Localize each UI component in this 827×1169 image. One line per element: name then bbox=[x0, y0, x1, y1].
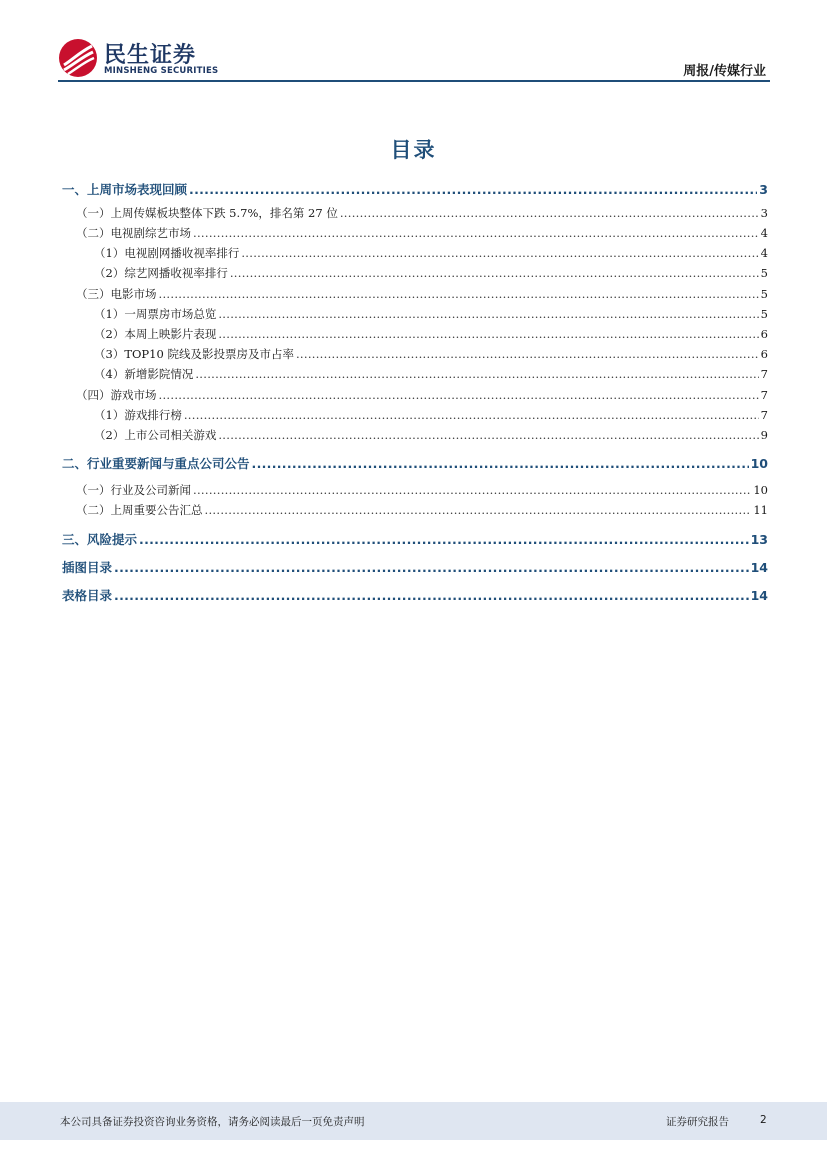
toc-leader-dots bbox=[218, 307, 758, 321]
toc-entry-label: （2）上市公司相关游戏 bbox=[94, 428, 217, 442]
toc-leader-dots bbox=[218, 428, 758, 442]
toc-entry[interactable] bbox=[62, 530, 768, 548]
toc-leader-dots bbox=[296, 347, 759, 361]
toc-entry-page: 5 bbox=[760, 287, 768, 301]
toc-leader-dots bbox=[189, 182, 757, 197]
toc-entry-label: （4）新增影院情况 bbox=[94, 367, 194, 381]
logo-text-en: MINSHENG SECURITIES bbox=[104, 66, 219, 76]
toc-entry-label: （2）本周上映影片表现 bbox=[94, 327, 217, 341]
toc-entry[interactable] bbox=[62, 558, 768, 576]
toc-leader-dots bbox=[114, 560, 749, 575]
toc-entry[interactable] bbox=[62, 306, 768, 322]
toc-entry-page: 4 bbox=[760, 246, 768, 260]
minsheng-logo-icon bbox=[58, 38, 98, 78]
footer-disclaimer: 本公司具备证券投资咨询业务资格，请务必阅读最后一页免责声明 bbox=[60, 1116, 365, 1128]
toc-entry-page: 11 bbox=[753, 503, 768, 517]
toc-entry[interactable] bbox=[62, 225, 768, 241]
toc-entry-page: 5 bbox=[760, 307, 768, 321]
toc-entry-page: 10 bbox=[750, 456, 768, 471]
toc-entry-label: 一、上周市场表现回顾 bbox=[62, 182, 188, 197]
toc-entry[interactable] bbox=[62, 286, 768, 302]
toc-entry-page: 5 bbox=[760, 266, 768, 280]
toc-entry-label: 二、行业重要新闻与重点公司公告 bbox=[62, 456, 250, 471]
toc-entry[interactable] bbox=[62, 366, 768, 382]
toc-entry[interactable] bbox=[62, 265, 768, 281]
toc-leader-dots bbox=[114, 588, 749, 603]
toc-entry-label: （3）TOP10 院线及影投票房及市占率 bbox=[94, 347, 294, 361]
toc-entry-page: 14 bbox=[750, 588, 768, 603]
toc-entry-page: 7 bbox=[760, 408, 768, 422]
toc-entry-page: 7 bbox=[760, 367, 768, 381]
toc-entry[interactable] bbox=[62, 586, 768, 604]
toc-entry[interactable] bbox=[62, 245, 768, 261]
page-header bbox=[58, 36, 770, 82]
toc-entry-label: 表格目录 bbox=[62, 588, 113, 603]
toc-entry[interactable] bbox=[62, 346, 768, 362]
toc-leader-dots bbox=[159, 388, 759, 402]
toc-entry-label: （1）电视剧网播收视率排行 bbox=[94, 246, 240, 260]
toc-entry[interactable] bbox=[62, 180, 768, 198]
toc-leader-dots bbox=[230, 266, 759, 280]
toc-entry-page: 4 bbox=[760, 226, 768, 240]
report-type-label: 周报/传媒行业 bbox=[683, 64, 766, 79]
toc-leader-dots bbox=[252, 456, 749, 471]
toc-entry[interactable] bbox=[62, 326, 768, 342]
toc-leader-dots bbox=[241, 246, 758, 260]
toc-leader-dots bbox=[139, 532, 749, 547]
toc-entry-page: 9 bbox=[760, 428, 768, 442]
toc-leader-dots bbox=[193, 226, 759, 240]
toc-entry[interactable] bbox=[62, 454, 768, 472]
toc-leader-dots bbox=[205, 503, 752, 517]
toc-entry-page: 6 bbox=[760, 327, 768, 341]
toc-entry-page: 7 bbox=[760, 388, 768, 402]
toc-entry-label: （三）电影市场 bbox=[76, 287, 157, 301]
toc-entry[interactable] bbox=[62, 407, 768, 423]
toc-leader-dots bbox=[340, 206, 759, 220]
toc-leader-dots bbox=[195, 367, 758, 381]
toc-entry-page: 10 bbox=[753, 483, 768, 497]
toc-title: 目录 bbox=[390, 138, 437, 162]
toc-leader-dots bbox=[159, 287, 759, 301]
toc-entry-label: 插图目录 bbox=[62, 560, 113, 575]
footer-doc-type: 证券研究报告 bbox=[666, 1116, 729, 1128]
toc-entry-label: （四）游戏市场 bbox=[76, 388, 157, 402]
toc-leader-dots bbox=[184, 408, 759, 422]
toc-entry[interactable] bbox=[62, 502, 768, 518]
page-footer bbox=[0, 1102, 827, 1140]
minsheng-logo bbox=[58, 36, 258, 80]
toc-leader-dots bbox=[193, 483, 751, 497]
toc-entry-label: 三、风险提示 bbox=[62, 532, 138, 547]
toc-entry[interactable] bbox=[62, 205, 768, 221]
toc-entry-label: （二）电视剧综艺市场 bbox=[76, 226, 191, 240]
logo-text-cn: 民生证券 bbox=[104, 43, 197, 68]
toc-entry-label: （一）行业及公司新闻 bbox=[76, 483, 191, 497]
toc-entry[interactable] bbox=[62, 427, 768, 443]
toc-entry-label: （1）游戏排行榜 bbox=[94, 408, 182, 422]
toc-entry-label: （一）上周传媒板块整体下跌 5.7%，排名第 27 位 bbox=[76, 206, 338, 220]
toc-entry-page: 6 bbox=[760, 347, 768, 361]
toc-entry-label: （二）上周重要公告汇总 bbox=[76, 503, 203, 517]
toc-entry-label: （1）一周票房市场总览 bbox=[94, 307, 217, 321]
toc-entry[interactable] bbox=[62, 387, 768, 403]
toc-leader-dots bbox=[218, 327, 758, 341]
toc-entry-label: （2）综艺网播收视率排行 bbox=[94, 266, 228, 280]
footer-page-number: 2 bbox=[760, 1114, 767, 1126]
toc-entry-page: 3 bbox=[760, 206, 768, 220]
toc-entry-page: 13 bbox=[750, 532, 768, 547]
toc-entry-page: 14 bbox=[750, 560, 768, 575]
header-divider bbox=[58, 80, 770, 82]
toc-entry[interactable] bbox=[62, 482, 768, 498]
toc-entry-page: 3 bbox=[759, 182, 768, 197]
